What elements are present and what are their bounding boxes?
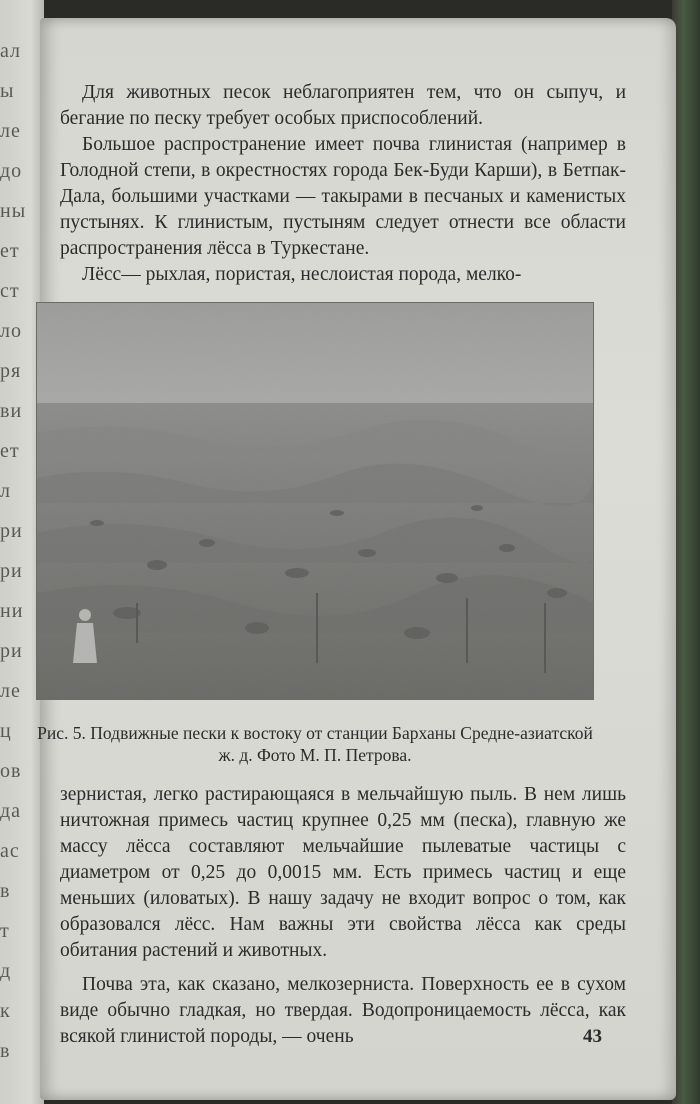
facing-page-fragment: ас bbox=[0, 840, 20, 862]
facing-page-fragment: ри bbox=[0, 560, 23, 582]
facing-page-fragment: к bbox=[0, 1000, 11, 1022]
facing-page-fragment: в bbox=[0, 1040, 11, 1062]
desert-landscape-image bbox=[37, 303, 593, 699]
facing-page-fragment: ал bbox=[0, 40, 22, 62]
facing-page-fragment: ле bbox=[0, 120, 21, 142]
paragraph-sand: Для животных песок неблагоприятен тем, что он сыпуч, и бегание по песку требует особых приспособлений. bbox=[60, 82, 626, 129]
book-edge bbox=[672, 0, 700, 1104]
facing-page-fragment: ри bbox=[0, 640, 23, 662]
facing-page-fragment: ны bbox=[0, 200, 27, 222]
paragraph-loess-properties: зернистая, легко растирающаяся в мельчайшую пыль. В нем лишь ничтожная примесь частиц крупнее 0,25 мм (песка), главную же массу лёсса составляют мельчайшие пылеватые частицы с диаметром от 0,25 до 0,0015 мм. Есть примесь частиц и еще меньших (иловатых). В нашу задачу не входит вопрос о том, как образовался лёсс. Нам важны эти свойства лёсса как среды обитания растений и животных. bbox=[60, 784, 626, 961]
figure-photo bbox=[36, 302, 594, 700]
facing-page-fragment: л bbox=[0, 480, 11, 502]
page-number: 43 bbox=[583, 1026, 602, 1047]
facing-page-fragment: ы bbox=[0, 80, 15, 102]
facing-page-fragment: ни bbox=[0, 600, 24, 622]
facing-page-fragment: в bbox=[0, 880, 11, 902]
facing-page-fragment: ет bbox=[0, 240, 20, 262]
facing-page-fragment: ри bbox=[0, 520, 23, 542]
facing-page-fragment: ря bbox=[0, 360, 22, 382]
facing-page-fragment: ви bbox=[0, 400, 23, 422]
facing-page-fragment: ц bbox=[0, 720, 12, 742]
facing-page-fragment: ло bbox=[0, 320, 22, 342]
paragraph-clay-soil: Большое распространение имеет почва глинистая (например в Голодной степи, в окрестностях города Бек-Буди Карши), в Бетпак-Дала, большими участками — такырами в песчаных и каменистых пустынях. К глинистым, пустыням следует отнести все области распространения лёсса в Туркестане. bbox=[60, 134, 626, 259]
facing-page-fragment: ет bbox=[0, 440, 20, 462]
facing-page-fragment: ов bbox=[0, 760, 22, 782]
paragraph-loess-surface: Почва эта, как сказано, мелкозерниста. Поверхность ее в сухом виде обычно гладкая, но твердая. Водопроницаемость лёсса, как всякой глинистой породы, — очень bbox=[60, 974, 626, 1047]
facing-page-fragment: до bbox=[0, 160, 23, 182]
book-page bbox=[37, 18, 676, 1100]
facing-page-fragment: д bbox=[0, 960, 12, 982]
facing-page-fragment: т bbox=[0, 920, 10, 942]
facing-page-fragment: да bbox=[0, 800, 22, 822]
bottom-text bbox=[60, 782, 626, 1050]
figure-caption: Рис. 5. Подвижные пески к востоку от станции Барханы Средне-азиатской ж. д. Фото М. П. Петрова. bbox=[37, 723, 593, 765]
facing-page-fragment: ст bbox=[0, 280, 20, 302]
top-text bbox=[60, 80, 626, 288]
facing-page-fragment: ле bbox=[0, 680, 21, 702]
paragraph-loess-start: Лёсс— рыхлая, пористая, неслоистая порода, мелко- bbox=[82, 264, 522, 285]
